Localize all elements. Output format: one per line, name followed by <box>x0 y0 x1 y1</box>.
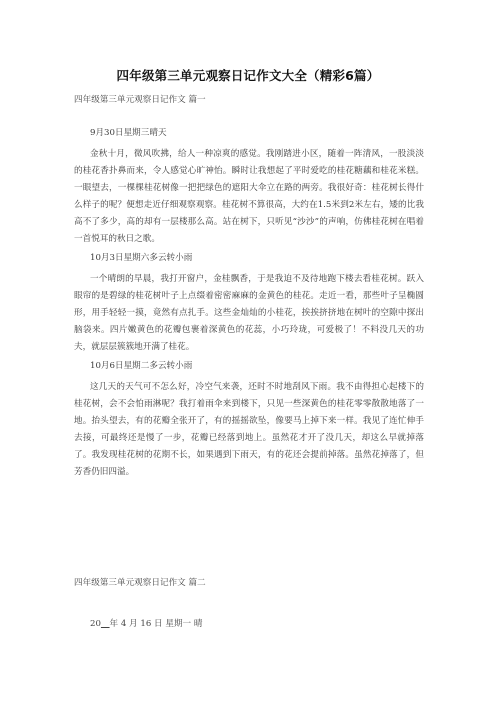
article-heading-1: 四年级第三单元观察日记作文 篇一 <box>74 95 206 105</box>
diary-paragraph-1: 金秋十月，微风吹拂，给人一种凉爽的感觉。我刚踏进小区，随着一阵清风，一股淡淡的桂花香扑鼻而来，令人感觉心旷神怡。瞬时让我想起了平时爱吃的桂花糖藕和桂花米糕。一眼望去，一棵棵桂花树像一把把绿色的遮阳大伞立在路的两旁。我很好奇：桂花树长得什么样子的呢？便想走近仔细观察观察。桂花树不算很高，大约在1.5米到2米左右，矮的比我高不了多少，高的却有一层楼那么高。站在树下，只听见“沙沙”的声响，仿佛桂花树在唱着一首悦耳的秋日之歌。 <box>74 149 424 244</box>
diary-paragraph-3: 这几天的天气可不怎么好，冷空气来袭，还时不时地刮风下雨。我不由得担心起楼下的桂花树，会不会怕雨淋呢？我打着雨伞来到楼下，只见一些深黄色的桂花零零散散地落了一地。抬头望去，有的花瓣全张开了，有的摇摇欲坠，像要马上掉下来一样。我见了连忙伸手去接，可最终还是慢了一步，花瓣已经落到地上。虽然花才开了没几天，却这么早就掉落了。我发现桂花树的花期不长，如果遇到下雨天，有的花还会提前掉落。虽然花掉落了，但芳香仍旧四溢。 <box>74 382 424 477</box>
date-year-prefix: 20 <box>90 619 101 629</box>
date-year-blank: __ <box>100 619 110 629</box>
article-body-1 <box>74 125 424 481</box>
diary-date-1: 9月30日星期三晴天 <box>90 128 167 138</box>
diary-date-3: 10月6日星期二多云转小雨 <box>90 361 193 371</box>
page-title: 四年级第三单元观察日记作文大全（精彩6篇） <box>116 68 380 83</box>
diary-date-4 <box>90 617 202 629</box>
article-heading-2: 四年级第三单元观察日记作文 篇二 <box>74 578 206 588</box>
date-rest: 年 4 月 16 日 星期一 晴 <box>109 619 203 629</box>
diary-date-2: 10月3日星期六多云转小雨 <box>90 253 193 263</box>
diary-paragraph-2: 一个晴朗的早晨，我打开窗户，金桂飘香，于是我迫不及待地跑下楼去看桂花树。跃入眼帘的是碧绿的桂花树叶子上点缀着密密麻麻的金黄色的桂花。走近一看，那些叶子呈椭圆形，用手轻轻一摸，竟然有点扎手。这些金灿灿的小桂花，挨挨挤挤地在树叶的空隙中探出脑袋来。四片嫩黄色的花瓣包裹着深黄色的花蕊，小巧玲珑，可爱极了！不料没几天的功夫，就层层簇簇地开满了桂花。 <box>74 274 424 352</box>
